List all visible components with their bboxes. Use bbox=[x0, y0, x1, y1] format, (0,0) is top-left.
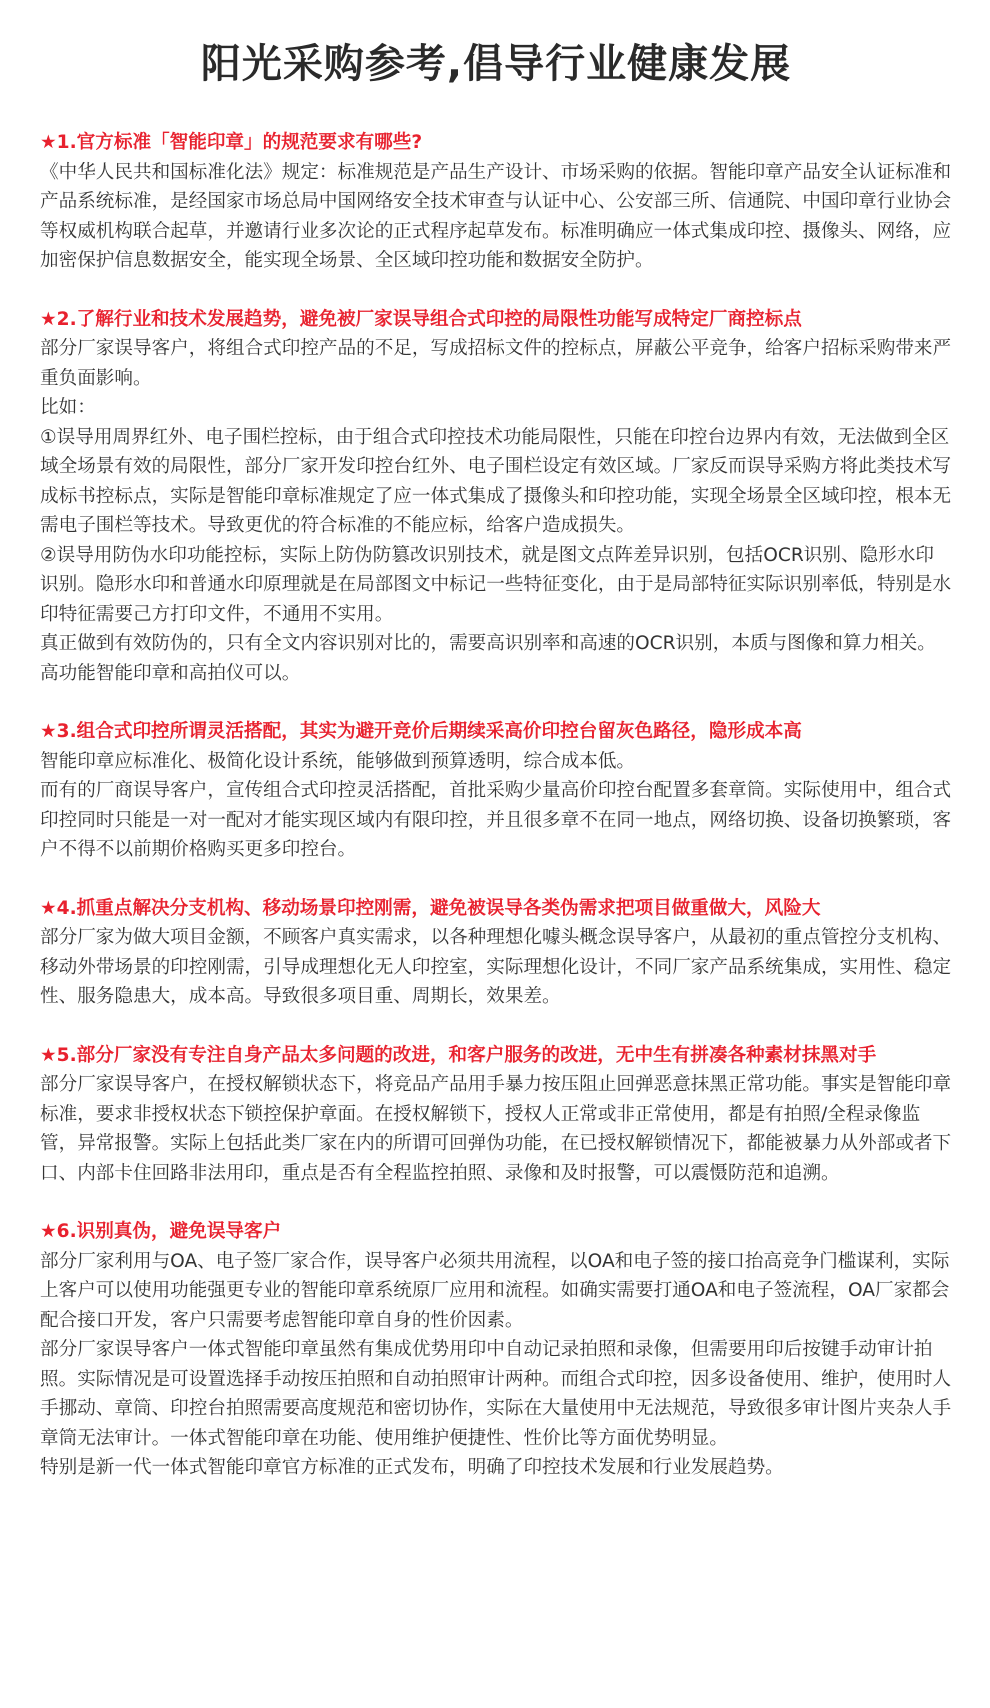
section-heading: ★1.官方标准「智能印章」的规范要求有哪些? bbox=[40, 132, 423, 153]
section-heading: ★6.识别真伪，避免误导客户 bbox=[40, 1221, 282, 1242]
section-heading: ★2.了解行业和技术发展趋势，避免被厂家误导组合式印控的局限性功能写成特定厂商控标点 bbox=[40, 308, 802, 330]
section-paragraph: 比如： bbox=[40, 397, 96, 418]
section-paragraph: 部分厂家利用与OA、电子签厂家合作，误导客户必须共用流程，以OA和电子签的接口抬高竞争门槛谋利，实际上客户可以使用功能强更专业的智能印章系统原厂应用和流程。如确实需要打通OA和电子签流程，OA厂家都会配合接口开发，客户只需要考虑智能印章自身的性价因素。 bbox=[40, 1250, 950, 1331]
section-paragraph: 部分厂家误导客户一体式智能印章虽然有集成优势用印中自动记录拍照和录像，但需要用印后按键手动审计拍照。实际情况是可设置选择手动按压拍照和自动拍照审计两种。而组合式印控，因多设备使用、维护，使用时人手挪动、章筒、印控台拍照需要高度规范和密切协作，实际在大量使用中无法规范，导致很多审计图片夹杂人手章筒无法审计。一体式智能印章在功能、使用维护便捷性、性价比等方面优势明显。 bbox=[40, 1339, 952, 1449]
section-paragraph: 智能印章应标准化、极简化设计系统，能够做到预算透明，综合成本低。 bbox=[40, 750, 636, 772]
section-paragraph: ②误导用防伪水印功能控标，实际上防伪防篡改识别技术，就是图文点阵差异识别，包括OCR识别、隐形水印识别。隐形水印和普通水印原理就是在局部图文中标记一些特征变化，由于是局部特征实际识别率低，特别是水印特征需要己方打印文件，不通用不实用。 bbox=[40, 544, 952, 625]
section-paragraph: ①误导用周界红外、电子围栏控标，由于组合式印控技术功能局限性，只能在印控台边界内有效，无法做到全区域全场景有效的局限性，部分厂家开发印控台红外、电子围栏设定有效区域。厂家反而误导采购方将此类技术写成标书控标点，实际是智能印章标准规定了应一体式集成了摄像头和印控功能，实现全场景全区域印控，根本无需电子围栏等技术。导致更优的符合标准的不能应标，给客户造成损失。 bbox=[40, 426, 952, 536]
section-paragraph: 而有的厂商误导客户，宣传组合式印控灵活搭配，首批采购少量高价印控台配置多套章筒。实际使用中，组合式印控同时只能是一对一配对才能实现区域内有限印控，并且很多章不在同一地点，网络切换、设备切换繁琐，客户不得不以前期价格购买更多印控台。 bbox=[40, 780, 952, 860]
section-heading: ★5.部分厂家没有专注自身产品太多问题的改进，和客户服务的改进，无中生有拼凑各种素材抹黑对手 bbox=[40, 1044, 877, 1066]
section-6 bbox=[40, 1217, 952, 1483]
section-paragraph: 特别是新一代一体式智能印章官方标准的正式发布，明确了印控技术发展和行业发展趋势。 bbox=[40, 1457, 784, 1478]
section-1 bbox=[40, 128, 952, 276]
section-paragraph: 部分厂家为做大项目金额，不顾客户真实需求，以各种理想化噱头概念误导客户，从最初的重点管控分支机构、移动外带场景的印控刚需，引导成理想化无人印控室，实际理想化设计，不同厂家产品系统集成，实用性、稳定性、服务隐患大，成本高。导致很多项目重、周期长，效果差。 bbox=[40, 927, 952, 1007]
section-heading: ★3.组合式印控所谓灵活搭配，其实为避开竞价后期续采高价印控台留灰色路径，隐形成本高 bbox=[40, 721, 802, 742]
section-paragraph: 《中华人民共和国标准化法》规定：标准规范是产品生产设计、市场采购的依据。智能印章产品安全认证标准和产品系统标准，是经国家市场总局中国网络安全技术审查与认证中心、公安部三所、信通院、中国印章行业协会等权威机构联合起草，并邀请行业多次论的正式程序起草发布。标准明确应一体式集成印控、摄像头、网络，应加密保护信息数据安全，能实现全场景、全区域印控功能和数据安全防护。 bbox=[40, 161, 952, 271]
section-3 bbox=[40, 717, 952, 865]
section-2 bbox=[40, 305, 952, 689]
section-paragraph: 真正做到有效防伪的，只有全文内容识别对比的，需要高识别率和高速的OCR识别，本质与图像和算力相关。高功能智能印章和高拍仪可以。 bbox=[40, 633, 936, 684]
section-4 bbox=[40, 894, 952, 1012]
section-heading: ★4.抓重点解决分支机构、移动场景印控刚需，避免被误导各类伪需求把项目做重做大，风险大 bbox=[40, 897, 821, 919]
page-title: 阳光采购参考,倡导行业健康发展 bbox=[200, 41, 792, 87]
section-paragraph: 部分厂家误导客户，将组合式印控产品的不足，写成招标文件的控标点，屏蔽公平竞争，给客户招标采购带来严重负面影响。 bbox=[40, 338, 952, 389]
section-5 bbox=[40, 1041, 952, 1189]
article-body bbox=[40, 128, 952, 1483]
section-paragraph: 部分厂家误导客户，在授权解锁状态下，将竞品产品用手暴力按压阻止回弹恶意抹黑正常功能。事实是智能印章标准，要求非授权状态下锁控保护章面。在授权解锁下，授权人正常或非正常使用，都是有拍照/全程录像监管，异常报警。实际上包括此类厂家在内的所谓可回弹伪功能，在已授权解锁情况下，都能被暴力从外部或者下口、内部卡住回路非法用印，重点是否有全程监控拍照、录像和及时报警，可以震慑防范和追溯。 bbox=[40, 1074, 952, 1184]
